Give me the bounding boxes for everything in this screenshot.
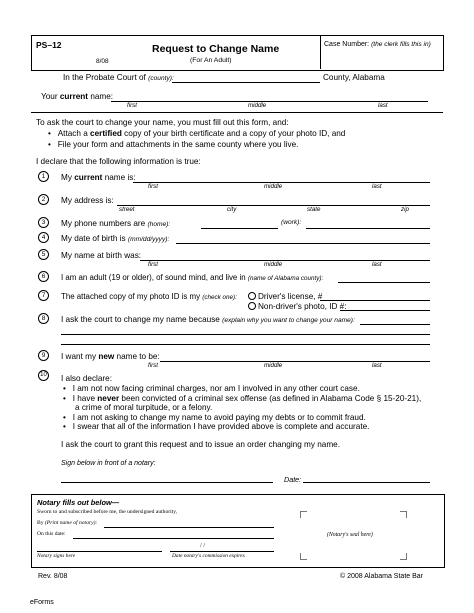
i1-sub-middle: middle — [264, 183, 283, 190]
item-7-label — [61, 292, 237, 301]
non-driver-label: Non-driver's photo, ID #: — [258, 302, 347, 311]
i4-text: My date of birth is — [61, 234, 126, 243]
instructions-intro: To ask the court to change your name, you must fill out this form, and: — [36, 118, 289, 127]
i1-sub-first: first — [148, 183, 158, 190]
i3-home: (home): — [147, 221, 171, 228]
item-number-7: 7 — [38, 290, 49, 301]
seal-corner-tl — [300, 511, 307, 518]
form-date: 8/08 — [96, 58, 109, 65]
notary-expires: Date notary's commission expires — [172, 553, 245, 559]
current-name-post: name: — [88, 92, 114, 101]
i9-pre: I want my — [61, 352, 99, 361]
case-number-text: Case Number: — [324, 41, 370, 48]
notary-heading: Notary fills out below— — [37, 498, 120, 507]
i6-text: I am an adult (19 or older), of sound mind, and live in — [61, 273, 246, 282]
item-number-10: 10 — [38, 370, 49, 381]
sub-first: first — [127, 102, 137, 109]
bullet1-post: copy of your birth certificate and a copy of your photo ID, and — [121, 129, 346, 138]
court-county-hint: (county): — [148, 75, 174, 82]
notary-by — [37, 520, 97, 526]
signature-field[interactable] — [61, 482, 273, 483]
notary-seal: (Notary's seal here) — [327, 532, 373, 538]
i1-pre: My — [61, 173, 75, 182]
item-4-label — [61, 234, 169, 243]
court-prefix — [63, 73, 174, 82]
declare-bullet-2-cont: a crime of moral turpitude, or a felony. — [75, 403, 213, 412]
request-text: I ask the court to grant this request and to issue an order changing my name. — [61, 440, 340, 449]
page-title: Request to Change Name — [152, 43, 280, 55]
current-name-bold: current — [59, 92, 89, 101]
item-5-label: My name at birth was: — [61, 251, 142, 260]
item-number-6: 6 — [38, 271, 49, 282]
i4-hint: (mm/dd/yyyy): — [127, 236, 170, 243]
form-id: PS–12 — [36, 40, 62, 50]
sub-middle: middle — [248, 102, 267, 109]
seal-corner-br — [400, 553, 407, 560]
declare-bullet-2: • I have never been convicted of a criminal sex offense (as defined in Alabama Code § 15-20-21), — [63, 394, 422, 403]
item-number-1: 1 — [38, 171, 49, 182]
instruction-bullet-1: • Attach a certified copy of your birth certificate and a copy of your photo ID, and — [48, 129, 346, 138]
i9-sub-last: last — [372, 362, 382, 369]
section-rule — [31, 112, 443, 113]
instruction-bullet-2: • File your form and attachments in the same county where you live. — [48, 140, 299, 149]
footer-copyright: © 2008 Alabama State Bar — [340, 573, 423, 580]
i9-bold: new — [98, 352, 115, 361]
d1-text: I am not now facing criminal charges, nor am I involved in any other court case. — [72, 384, 360, 393]
declare-text: I declare that the following information is true: — [36, 157, 201, 166]
sub-city: city — [227, 206, 237, 213]
notary-by-text: By — [37, 520, 44, 526]
i5-sub-first: first — [148, 261, 158, 268]
declare-bullet-1: • I am not now facing criminal charges, nor am I involved in any other court case. — [63, 384, 360, 393]
i9-post: name to be: — [114, 352, 160, 361]
item-8-label — [61, 315, 355, 324]
court-prefix-text: In the Probate Court of — [63, 73, 146, 82]
drivers-license-label: Driver's license, # — [258, 292, 323, 301]
i8-hint: (explain why you want to change your name): — [222, 317, 355, 324]
i9-sub-middle: middle — [264, 362, 283, 369]
i7-hint: (check one): — [202, 294, 237, 301]
notary-by-hint: (Print name of notary): — [44, 520, 98, 526]
county-field[interactable] — [172, 82, 320, 83]
bullet1-bold: certified — [90, 129, 122, 138]
bullet2-text: File your form and attachments in the same county where you live. — [57, 140, 299, 149]
footer-rev: Rev. 8/08 — [38, 573, 68, 580]
date-label: Date: — [284, 475, 302, 484]
date-field[interactable] — [303, 482, 430, 483]
i3-work: (work): — [281, 219, 302, 226]
reason-field-1[interactable] — [360, 324, 430, 325]
i7-text: The attached copy of my photo ID is my — [61, 292, 201, 301]
i8-text: I ask the court to change my name because — [61, 315, 220, 324]
item-number-5: 5 — [38, 249, 49, 260]
current-name-label — [41, 92, 113, 101]
item-number-9: 9 — [38, 350, 49, 361]
i5-sub-middle: middle — [264, 261, 283, 268]
reason-field-2[interactable] — [61, 334, 430, 335]
d4-text: I swear that all of the information I have provided above is complete and accurate. — [72, 422, 370, 431]
case-number-hint: (the clerk fills this in) — [371, 41, 431, 48]
seal-corner-bl — [300, 553, 307, 560]
item-2-label: My address is: — [61, 196, 114, 205]
item-number-4: 4 — [38, 232, 49, 243]
item-2-field[interactable] — [117, 205, 430, 206]
sub-state: state — [307, 206, 321, 213]
declare-bullet-3: • I am not asking to change my name to avoid paying my debts or to commit fraud. — [63, 413, 366, 422]
non-driver-option[interactable] — [248, 302, 346, 311]
i1-post: name is: — [102, 173, 136, 182]
notary-date-field[interactable] — [73, 538, 274, 539]
phone-home-field[interactable] — [201, 228, 278, 229]
drivers-license-radio[interactable] — [248, 292, 256, 300]
footer-eforms: eForms — [30, 599, 54, 606]
drivers-license-field[interactable] — [320, 300, 430, 301]
drivers-license-option[interactable] — [248, 292, 322, 301]
reason-field-3[interactable] — [61, 344, 430, 345]
i3-text: My phone numbers are — [61, 219, 146, 228]
sub-zip: zip — [401, 206, 409, 213]
d3-text: I am not asking to change my name to avoid paying my debts or to commit fraud. — [72, 413, 366, 422]
non-driver-field[interactable] — [340, 310, 430, 311]
d2-bold: never — [97, 394, 120, 403]
birth-name-field[interactable] — [140, 260, 430, 261]
notary-slash: / / — [200, 542, 206, 549]
notary-name-field[interactable] — [104, 527, 274, 528]
i1-bold: current — [74, 173, 103, 182]
item-9-label — [61, 352, 160, 361]
case-number-field[interactable] — [321, 50, 441, 68]
i9-sub-first: first — [148, 362, 158, 369]
item-3-label — [61, 219, 170, 228]
notary-sworn: Sworn to and subscribed before me, the undersigned authority, — [37, 509, 178, 515]
d2-post: been convicted of a criminal sex offense (as defined in Alabama Code § 15-20-21), — [119, 394, 422, 403]
bullet1-pre: Attach a — [57, 129, 91, 138]
notary-on-date: On this date: — [37, 531, 66, 537]
notary-expiry-field[interactable] — [170, 551, 274, 552]
declare-bullet-4: • I swear that all of the information I have provided above is complete and accurate. — [63, 422, 370, 431]
non-driver-radio[interactable] — [248, 302, 256, 310]
sub-last: last — [378, 102, 388, 109]
page-subtitle: (For An Adult) — [190, 57, 232, 64]
item-10-label: I also declare: — [61, 374, 112, 383]
item-number-8: 8 — [38, 313, 49, 324]
case-number-label — [324, 41, 431, 48]
new-name-field[interactable] — [160, 361, 430, 362]
item-number-2: 2 — [38, 194, 49, 205]
i6-hint: (name of Alabama county): — [247, 275, 324, 282]
dob-field[interactable] — [176, 243, 430, 244]
item-number-3: 3 — [38, 217, 49, 228]
i1-sub-last: last — [372, 183, 382, 190]
sub-street: street — [119, 206, 135, 213]
item-6-label — [61, 273, 323, 282]
item-1-label — [61, 173, 136, 182]
court-suffix: County, Alabama — [323, 73, 385, 82]
notary-signs-here: Notary signs here — [37, 553, 76, 559]
county-residence-field[interactable] — [338, 282, 430, 283]
phone-work-field[interactable] — [306, 228, 430, 229]
notary-signature-field[interactable] — [37, 551, 162, 552]
sign-hint: Sign below in front of a notary: — [61, 460, 156, 467]
d2-pre: I have — [72, 394, 98, 403]
seal-corner-tr — [400, 511, 407, 518]
i5-sub-last: last — [372, 261, 382, 268]
current-name-pre: Your — [41, 92, 60, 101]
